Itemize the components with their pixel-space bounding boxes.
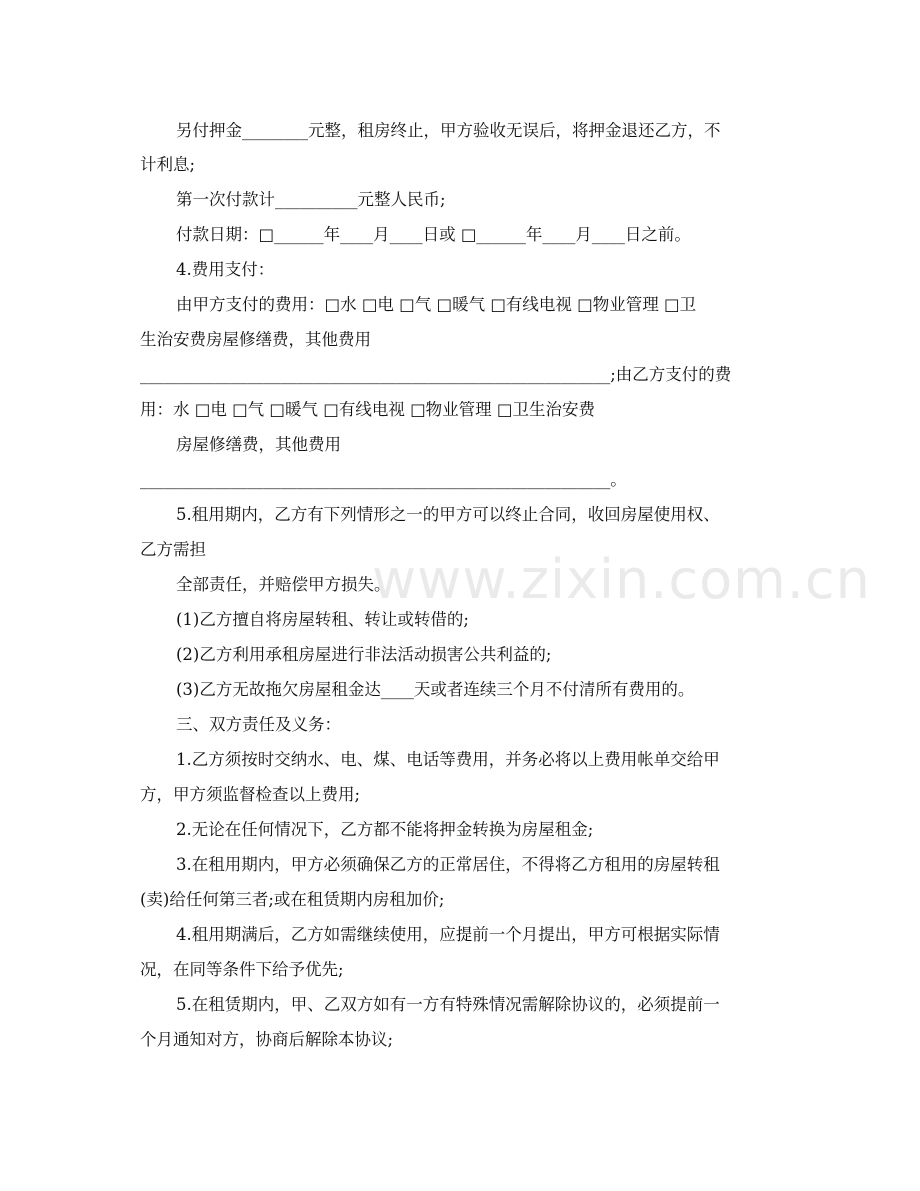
paragraph-duty-3: 3.在租用期内，甲方必须确保乙方的正常居住，不得将乙方租用的房屋转租 <box>176 855 720 874</box>
paragraph-party-a-fees-cont: 生治安费房屋修缮费，其他费用 <box>140 330 371 349</box>
paragraph-termination-cont: 乙方需担 <box>140 540 206 559</box>
paragraph-full-liability: 全部责任，并赔偿甲方损失。 <box>176 575 391 594</box>
list-item-rent-arrears: (3)乙方无故拖欠房屋租金达____天或者连续三个月不付清所有费用的。 <box>176 680 695 699</box>
paragraph-deposit-cont: 计利息; <box>140 155 196 174</box>
paragraph-party-a-fees: 由甲方支付的费用：□水 □电 □气 □暖气 □有线电视 □物业管理 □卫 <box>176 295 697 314</box>
section-heading-responsibilities: 三、双方责任及义务： <box>176 715 341 734</box>
paragraph-other-fees-blank: _________________________________________________________。 <box>140 470 627 489</box>
heading-fee-payment: 4.费用支付： <box>176 260 275 279</box>
paragraph-termination: 5.租用期内，乙方有下列情形之一的甲方可以终止合同，收回房屋使用权、 <box>176 505 720 524</box>
paragraph-duty-1: 1.乙方须按时交纳水、电、煤、电话等费用，并务必将以上费用帐单交给甲 <box>176 750 720 769</box>
paragraph-duty-2: 2.无论在任何情况下，乙方都不能将押金转换为房屋租金; <box>176 820 594 839</box>
paragraph-duty-4: 4.租用期满后，乙方如需继续使用，应提前一个月提出，甲方可根据实际情 <box>176 925 720 944</box>
paragraph-deposit: 另付押金________元整，租房终止，甲方验收无误后，将押金退还乙方，不 <box>176 121 721 140</box>
watermark: www.zixin.com.cn <box>372 548 871 611</box>
paragraph-repair-fees: 房屋修缮费，其他费用 <box>176 435 341 454</box>
paragraph-duty-4-cont: 况，在同等条件下给予优先; <box>140 960 344 979</box>
paragraph-party-b-fees-cont: 用：水 □电 □气 □暖气 □有线电视 □物业管理 □卫生治安费 <box>140 400 596 419</box>
paragraph-first-payment: 第一次付款计__________元整人民币; <box>176 190 446 209</box>
paragraph-duty-1-cont: 方，甲方须监督检查以上费用; <box>140 785 361 804</box>
list-item-sublet: (1)乙方擅自将房屋转租、转让或转借的; <box>176 610 469 629</box>
paragraph-duty-5: 5.在租赁期内，甲、乙双方如有一方有特殊情况需解除协议的，必须提前一 <box>176 995 720 1014</box>
list-item-illegal-activity: (2)乙方利用承租房屋进行非法活动损害公共利益的; <box>176 645 552 664</box>
paragraph-party-b-fees: _________________________________________________________;由乙方支付的费 <box>140 365 732 384</box>
paragraph-duty-5-cont: 个月通知对方，协商后解除本协议; <box>140 1030 394 1049</box>
paragraph-payment-date: 付款日期：□______年____月____日或 □______年____月____日之前。 <box>176 225 691 244</box>
paragraph-duty-3-cont: (卖)给任何第三者;或在租赁期内房租加价; <box>140 890 445 909</box>
